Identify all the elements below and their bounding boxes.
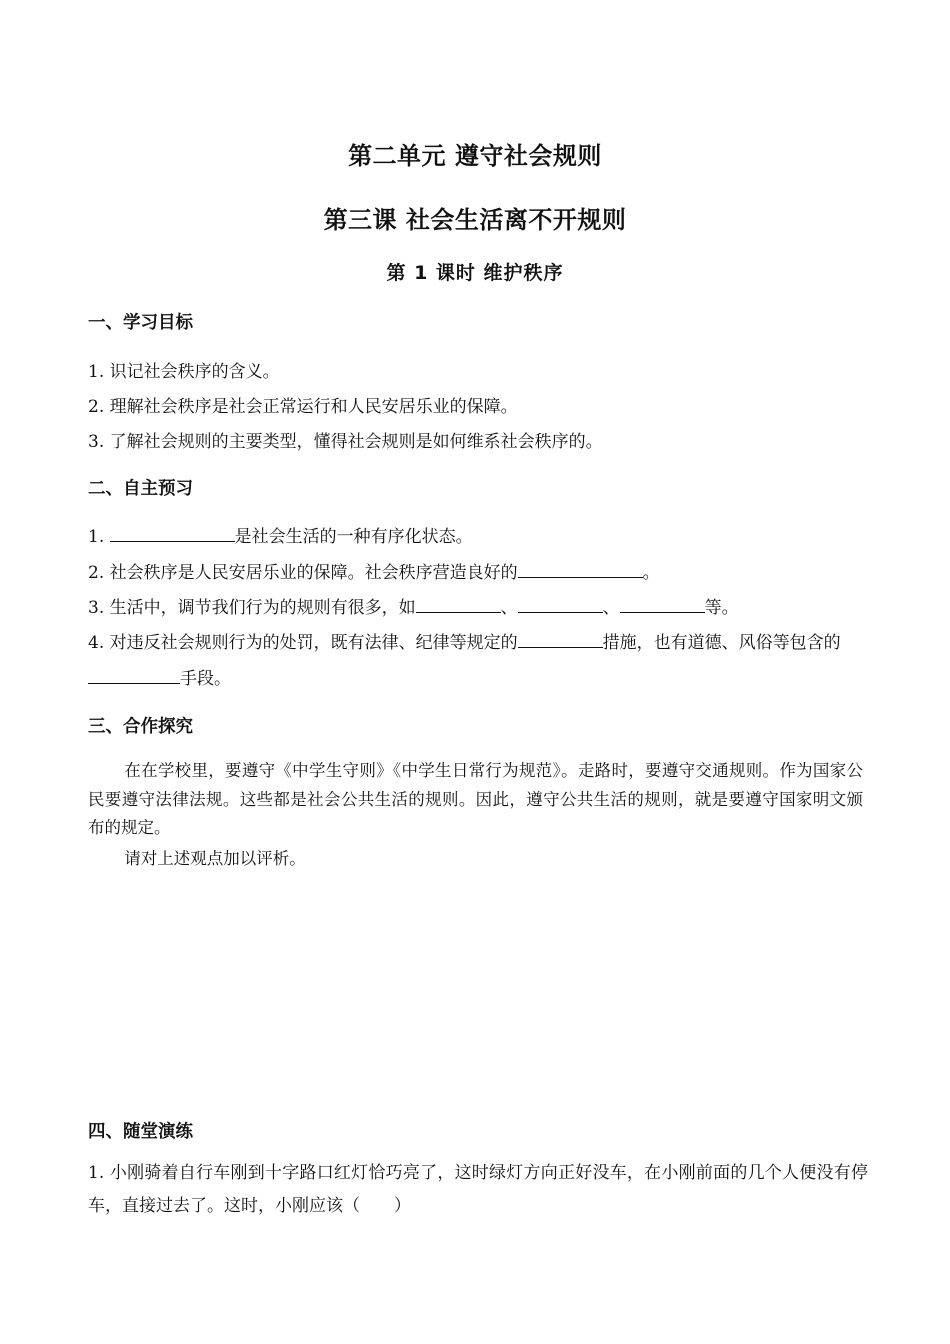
inquiry-passage: 在在学校里，要遵守《中学生守则》《中学生日常行为规范》。走路时，要遵守交通规则。作为国家公民要遵守法律法规。这些都是社会公共生活的规则。因此，遵守公共生活的规则，就是要遵守国家明文颁布的规定。 — [88, 761, 863, 837]
question-text: 是社会生活的一种有序化状态。 — [234, 527, 473, 547]
question-text: 4. 对违反社会规则行为的处罚，既有法律、纪律等规定的 — [88, 633, 518, 653]
goal-item: 2. 理解社会秩序是社会正常运行和人民安居乐业的保障。 — [88, 397, 518, 417]
preview-question-4-line-2 — [88, 664, 231, 689]
section-heading-preview: 二、自主预习 — [88, 479, 193, 499]
question-text: 2. 社会秩序是人民安居乐业的保障。社会秩序营造良好的 — [88, 563, 518, 583]
goal-item: 1. 识记社会秩序的含义。 — [88, 362, 280, 382]
preview-question-1 — [88, 522, 473, 547]
fill-blank[interactable] — [518, 593, 603, 613]
unit-title: 第二单元 遵守社会规则 — [348, 142, 602, 170]
question-text: 1. — [88, 527, 110, 547]
practice-question-1: 1. 小刚骑着自行车刚到十字路口红灯恰巧亮了，这时绿灯方向正好没车，在小刚前面的几个人便没有停车，直接过去了。这时，小刚应该（ ） — [88, 1163, 868, 1216]
inquiry-prompt: 请对上述观点加以评析。 — [124, 849, 306, 868]
fill-blank[interactable] — [110, 522, 235, 542]
question-text: 措施，也有道德、风俗等包含的 — [602, 633, 841, 653]
preview-question-4-line-1 — [88, 628, 841, 653]
fill-blank[interactable] — [518, 558, 643, 578]
preview-question-3 — [88, 593, 739, 618]
fill-blank[interactable] — [88, 664, 180, 684]
section-heading-class-practice: 四、随堂演练 — [88, 1122, 193, 1142]
period-title: 第 1 课时 维护秩序 — [386, 262, 564, 284]
preview-question-2 — [88, 558, 660, 583]
question-text: 、 — [602, 598, 620, 618]
lesson-title: 第三课 社会生活离不开规则 — [323, 206, 627, 234]
question-text: 3. 生活中，调节我们行为的规则有很多，如 — [88, 598, 416, 618]
section-heading-cooperative-inquiry: 三、合作探究 — [88, 717, 193, 737]
question-text: 等。 — [704, 598, 739, 618]
question-text: 、 — [500, 598, 518, 618]
question-text: 。 — [642, 563, 660, 583]
fill-blank[interactable] — [518, 628, 603, 648]
goal-item: 3. 了解社会规则的主要类型，懂得社会规则是如何维系社会秩序的。 — [88, 432, 603, 452]
fill-blank[interactable] — [620, 593, 705, 613]
question-text: 手段。 — [180, 669, 231, 689]
section-heading-learning-goals: 一、学习目标 — [88, 313, 193, 333]
fill-blank[interactable] — [416, 593, 501, 613]
